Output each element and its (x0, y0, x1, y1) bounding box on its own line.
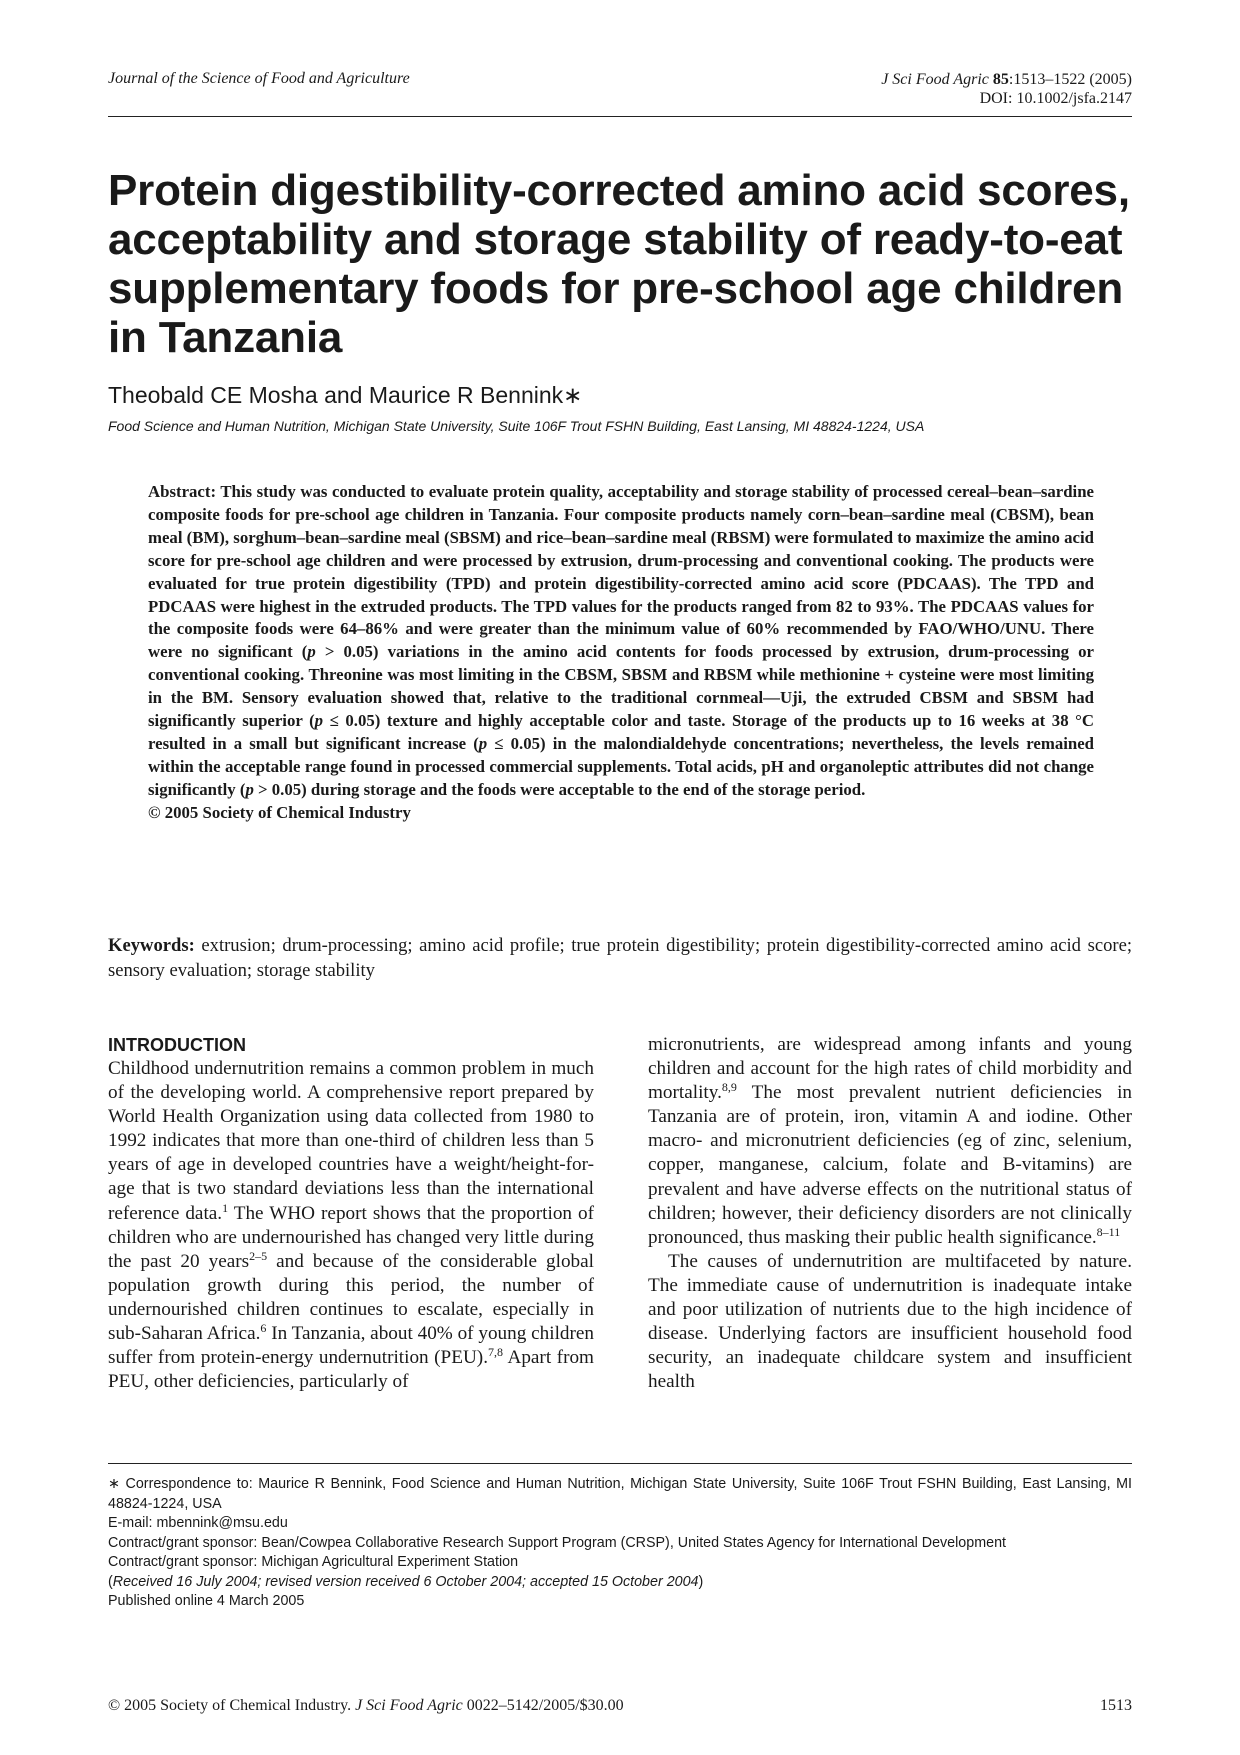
affiliation: Food Science and Human Nutrition, Michigan State University, Suite 106F Trout FSHN Building, East Lansing, MI 48824-1224, USA (108, 418, 925, 434)
citation-ref: 6 (260, 1321, 267, 1336)
footnote-divider (108, 1463, 1132, 1464)
citation-ref: 2–5 (249, 1248, 268, 1263)
text-run: Childhood undernutrition remains a common problem in much of the developing world. A comprehensive report prepared by World Health Organization using data collected from 1980 to 1992 indicates that more than one-third of children less than 5 years of age in developed countries have a weight/height-for-age that is two standard deviations less than the international reference data. (108, 1058, 594, 1224)
received-dates: Received 16 July 2004; revised version received 6 October 2004; accepted 15 October 2004 (112, 1573, 699, 1590)
footer-copyright-text: © 2005 Society of Chemical Industry. (108, 1697, 356, 1714)
citation-volume: 85 (992, 71, 1009, 88)
abstract-label: Abstract: (148, 482, 217, 501)
p-symbol: p (245, 779, 254, 799)
abstract-part: This study was conducted to evaluate protein quality, acceptability and storage stability of processed cereal–bean–sardine composite foods for pre-school age children in Tanzania. Four composite products namely corn–bean–sardine meal (CBSM), bean meal (BM), sorghum–bean–sardine meal (SBSM) and rice–bean–sardine meal (RBSM) were formulated to maximize the amino acid score for pre-school age children and were processed by extrusion, drum-processing and conventional cooking. The products were evaluated for true protein digestibility (TPD) and protein digestibility-corrected amino acid score (PDCAAS). The TPD and PDCAAS were highest in the extruded products. The TPD values for the products ranged from 82 to 93%. The PDCAAS values for the composite foods were 64–86% and were greater than the minimum value of 60% recommended by FAO/WHO/UNU. There were no significant ( (148, 482, 1094, 662)
abstract-part: ≤ 0.05) in the malondialdehyde concentrations; nevertheless, the levels remained within the acceptable range found in processed commercial supplements. Total acids, pH and organoleptic attributes did not change significantly ( (148, 733, 1094, 799)
body-column-right (648, 1033, 1132, 1394)
keywords-text: extrusion; drum-processing; amino acid profile; true protein digestibility; protein digestibility-corrected amino acid score; sensory evaluation; storage stability (108, 935, 1132, 981)
history-note: (Received 16 July 2004; revised version received 6 October 2004; accepted 15 October 2004) (108, 1573, 704, 1590)
authors (108, 382, 582, 409)
page-number: 1513 (1100, 1697, 1132, 1714)
section-heading: INTRODUCTION (108, 1035, 246, 1055)
abstract-part: > 0.05) variations in the amino acid contents for foods processed by extrusion, drum-processing or conventional cooking. Threonine was most limiting in the CBSM, SBSM and RBSM while methionine + cysteine were most limiting in the BM. Sensory evaluation showed that, relative to the traditional cornmeal—Uji, the extruded CBSM and SBSM had significantly superior ( (148, 642, 1094, 731)
text-run: and because of the considerable global population growth during this period, the number of undernourished children continues to escalate, especially in sub-Saharan Africa. (108, 1250, 594, 1345)
footnotes (108, 1475, 1132, 1612)
p-symbol: p (314, 711, 324, 731)
sponsor-note: Contract/grant sponsor: Michigan Agricultural Experiment Station (108, 1554, 519, 1570)
citation-journal-abbr: J Sci Food Agric (881, 71, 989, 88)
text-run: micronutrients, are widespread among infants and young children and account for the high rates of child morbidity and mortality. (648, 1034, 1132, 1104)
correspondence-note: ∗ Correspondence to: Maurice R Bennink, Food Science and Human Nutrition, Michigan State University, Suite 106F Trout FSHN Building, East Lansing, MI 48824-1224, USA (108, 1476, 1132, 1512)
citation-ref: 7,8 (488, 1345, 503, 1360)
keywords-label: Keywords: (108, 935, 195, 956)
text-run: The most prevalent nutrient deficiencies in Tanzania are of protein, iron, vitamin A and iodine. Other macro- and micronutrient deficiencies (eg of zinc, selenium, copper, manganese, calcium, folate and B-vitamins) are prevalent and have adverse effects on the nutritional status of children; however, their deficiency disorders are not clinically pronounced, thus masking their public health significance. (648, 1082, 1132, 1248)
author-mark: ∗ (563, 382, 583, 408)
citation-ref: 1 (222, 1200, 229, 1215)
p-symbol: p (478, 733, 488, 753)
footer-copyright (108, 1697, 624, 1715)
running-head (108, 70, 1132, 114)
citation-line (881, 70, 1132, 89)
journal-name: Journal of the Science of Food and Agriculture (108, 70, 410, 87)
text-run: Apart from PEU, other deficiencies, particularly of (108, 1347, 594, 1393)
doi: DOI: 10.1002/jsfa.2147 (979, 90, 1132, 107)
abstract-copyright: © 2005 Society of Chemical Industry (148, 802, 411, 822)
citation-ref: 8–11 (1096, 1224, 1121, 1239)
abstract-text (148, 481, 1094, 802)
article-title: Protein digestibility-corrected amino acid scores, acceptability and storage stability of ready-to-eat supplementary foods for pre-school age children in Tanzania (108, 166, 1130, 362)
sponsor-note: Contract/grant sponsor: Bean/Cowpea Collaborative Research Support Program (CRSP), United States Agency for International Development (108, 1534, 1006, 1551)
email-note: E-mail: mbennink@msu.edu (108, 1515, 288, 1531)
text-run: The WHO report shows that the proportion of children who are undernourished has changed very little during the past 20 years (108, 1202, 594, 1272)
body-column-left (108, 1033, 594, 1394)
header-divider (108, 116, 1132, 117)
abstract-part: ≤ 0.05) texture and highly acceptable color and taste. Storage of the products up to 16 weeks at 38 °C resulted in a small but significant increase ( (148, 711, 1094, 753)
published-note: Published online 4 March 2005 (108, 1593, 305, 1609)
citation-ref: 8,9 (721, 1080, 737, 1095)
body-paragraph (108, 1057, 594, 1394)
abstract (148, 481, 1094, 825)
text-run: In Tanzania, about 40% of young children suffer from protein-energy undernutrition (PEU). (108, 1323, 594, 1369)
citation-block (881, 70, 1132, 108)
citation-pages: :1513–1522 (2005) (1008, 71, 1132, 88)
body-paragraph (648, 1033, 1132, 1250)
footer-journal-abbr: J Sci Food Agric (355, 1697, 463, 1714)
abstract-part: > 0.05) during storage and the foods were acceptable to the end of the storage period. (253, 779, 866, 799)
author-names: Theobald CE Mosha and Maurice R Bennink (108, 382, 564, 408)
p-symbol: p (307, 642, 316, 662)
footer-issn: 0022–5142/2005/$30.00 (462, 1697, 624, 1714)
keywords (108, 934, 1132, 983)
body-paragraph: The causes of undernutrition are multifaceted by nature. The immediate cause of undernutrition is inadequate intake and poor utilization of nutrients due to the high incidence of disease. Underlying factors are insufficient household food security, an inadequate childcare system and insufficient health (648, 1250, 1132, 1393)
